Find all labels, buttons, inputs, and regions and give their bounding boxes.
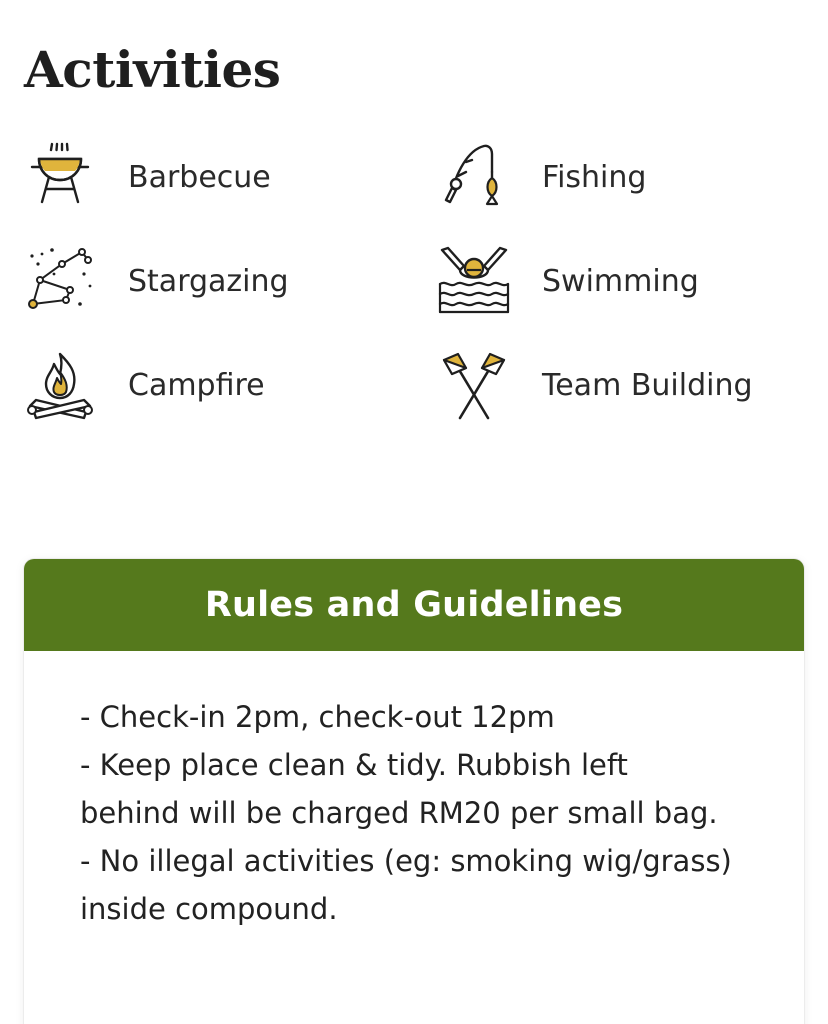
swimmer-icon <box>438 246 510 318</box>
constellation-icon <box>24 246 96 318</box>
activity-label: Campfire <box>128 368 265 403</box>
rules-title: Rules and Guidelines <box>204 585 624 625</box>
activity-label: Swimming <box>542 264 699 299</box>
fishing-rod-icon <box>438 142 510 214</box>
activity-label: Stargazing <box>128 264 289 299</box>
activity-label: Barbecue <box>128 160 271 195</box>
activity-barbecue <box>24 142 271 214</box>
activity-stargazing <box>24 246 289 318</box>
rules-body <box>24 651 804 933</box>
rule-line: - No illegal activities (eg: smoking wig/grass) <box>80 844 732 878</box>
activity-team-building <box>438 350 753 422</box>
barbecue-grill-icon <box>24 142 96 214</box>
rules-card <box>24 559 804 1024</box>
activities-title: Activities <box>24 40 281 99</box>
activity-swimming <box>438 246 699 318</box>
rule-line: inside compound. <box>80 892 338 926</box>
crossed-flags-icon <box>438 350 510 422</box>
rule-line: - Check-in 2pm, check-out 12pm <box>80 700 555 734</box>
rule-line: - Keep place clean & tidy. Rubbish left <box>80 748 628 782</box>
activity-fishing <box>438 142 646 214</box>
rules-header <box>24 559 804 651</box>
activity-label: Fishing <box>542 160 647 195</box>
activity-campfire <box>24 350 265 422</box>
campfire-icon <box>24 350 96 422</box>
activity-label: Team Building <box>542 368 753 403</box>
rule-line: behind will be charged RM20 per small bag. <box>80 796 718 830</box>
